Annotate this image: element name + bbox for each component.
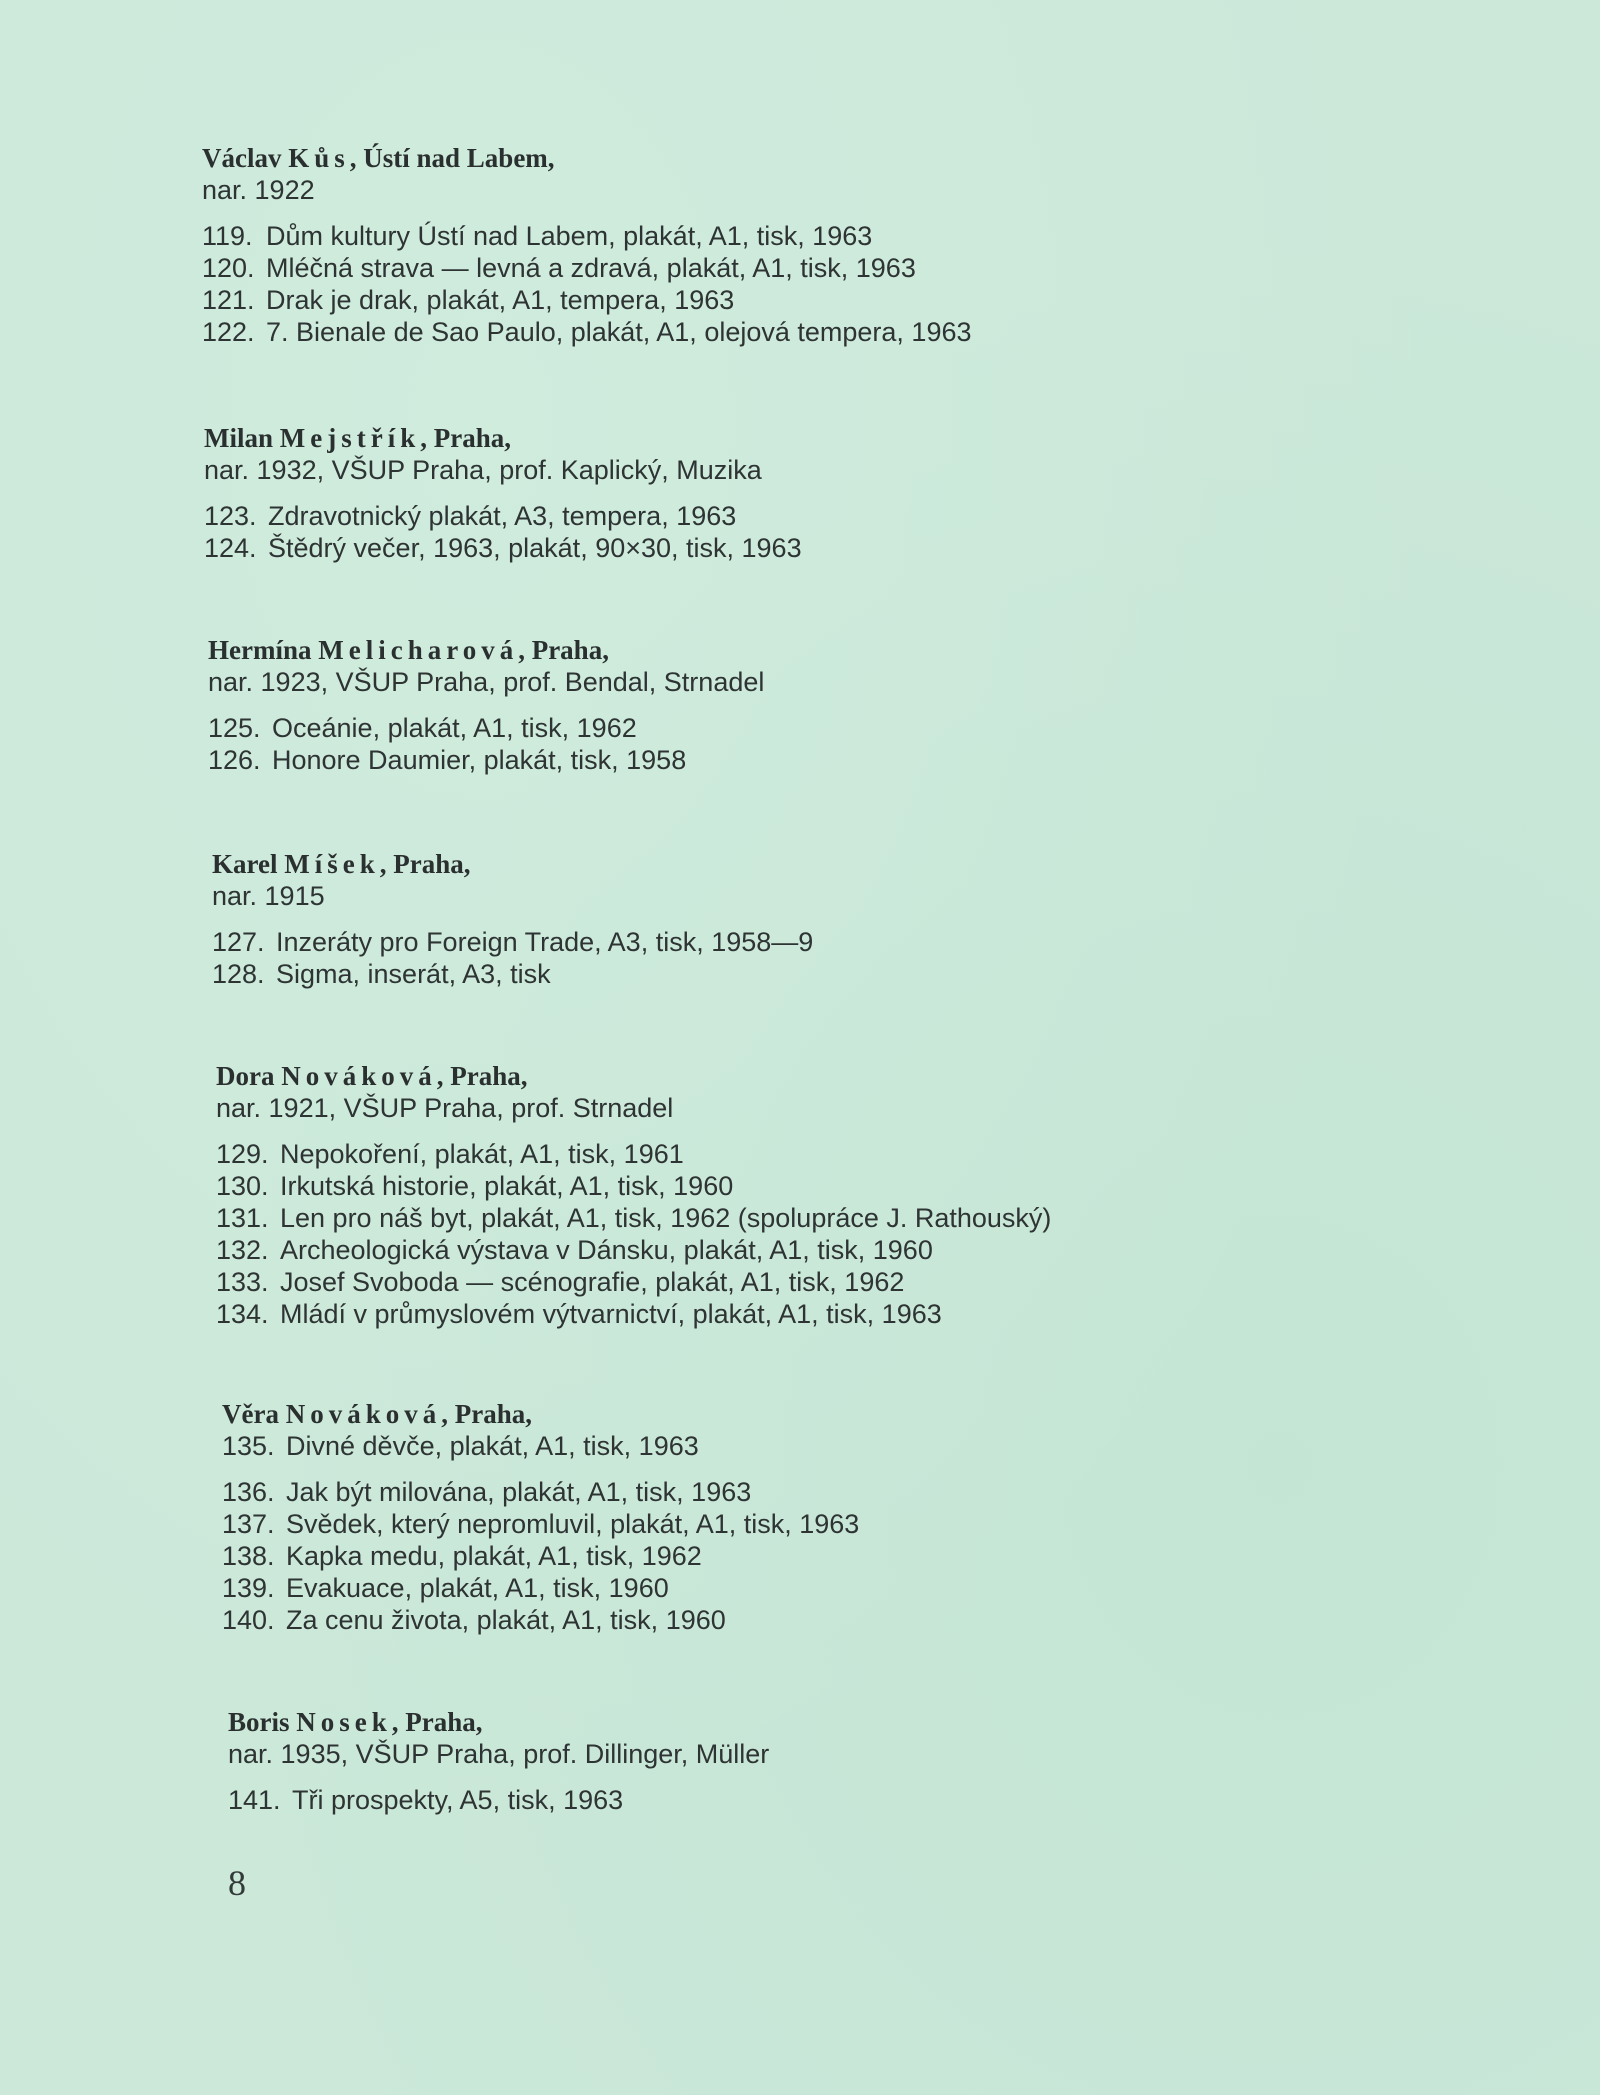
- item-text: Divné děvče, plakát, A1, tisk, 1963: [286, 1431, 699, 1461]
- artist-place: Praha,: [393, 849, 471, 879]
- artist-first-name: Hermína: [208, 635, 312, 665]
- item-text: Svědek, který nepromluvil, plakát, A1, tisk, 1963: [286, 1509, 860, 1539]
- artist-heading: Věra Nováková, Praha,: [222, 1399, 532, 1429]
- item-text: Štědrý večer, 1963, plakát, 90×30, tisk, 1963: [268, 533, 802, 563]
- artist-surname: Melicharová: [318, 635, 519, 665]
- item-number: 120.: [202, 253, 255, 283]
- item-number: 132.: [216, 1235, 269, 1265]
- catalog-item: [208, 712, 764, 744]
- artist-surname: Nováková: [285, 1399, 442, 1429]
- artist-birth-info: nar. 1935, VŠUP Praha, prof. Dillinger, Müller: [228, 1739, 770, 1769]
- artist-entry: [222, 1398, 859, 1636]
- artist-first-name: Václav: [202, 143, 282, 173]
- item-text: 7. Bienale de Sao Paulo, plakát, A1, olejová tempera, 1963: [266, 317, 972, 347]
- artist-birth-info: nar. 1921, VŠUP Praha, prof. Strnadel: [216, 1093, 674, 1123]
- item-text: Jak být milována, plakát, A1, tisk, 1963: [286, 1477, 752, 1507]
- item-number: 139.: [222, 1573, 275, 1603]
- artist-first-name: Věra: [222, 1399, 279, 1429]
- catalog-item: [202, 220, 972, 252]
- item-text: Archeologická výstava v Dánsku, plakát, A1, tisk, 1960: [280, 1235, 933, 1265]
- item-text: Kapka medu, plakát, A1, tisk, 1962: [286, 1541, 702, 1571]
- item-number: 123.: [204, 501, 257, 531]
- artist-place: Praha,: [405, 1707, 483, 1737]
- item-number: 125.: [208, 713, 261, 743]
- catalog-item: [216, 1170, 1051, 1202]
- artist-entry: [228, 1706, 769, 1816]
- artist-entry: [204, 422, 802, 564]
- artist-place: Ústí nad Labem,: [363, 143, 555, 173]
- item-number: 136.: [222, 1477, 275, 1507]
- artist-surname: Nováková: [281, 1061, 437, 1091]
- item-number: 137.: [222, 1509, 275, 1539]
- item-text: Za cenu života, plakát, A1, tisk, 1960: [286, 1605, 726, 1635]
- catalog-item: [222, 1476, 859, 1508]
- artist-entry: [208, 634, 764, 776]
- catalog-item: [202, 284, 972, 316]
- catalog-item: [204, 532, 802, 564]
- catalog-item: [212, 958, 813, 990]
- item-text: Honore Daumier, plakát, tisk, 1958: [272, 745, 687, 775]
- catalog-item: [222, 1508, 859, 1540]
- catalog-item: [222, 1604, 859, 1636]
- item-text: Mládí v průmyslovém výtvarnictví, plakát, A1, tisk, 1963: [280, 1299, 942, 1329]
- catalog-item: [216, 1138, 1051, 1170]
- catalog-item: [216, 1266, 1051, 1298]
- item-number: 135.: [222, 1431, 275, 1461]
- item-number: 134.: [216, 1299, 269, 1329]
- artist-first-name: Milan: [204, 423, 274, 453]
- catalog-item: [222, 1572, 859, 1604]
- catalog-item: [216, 1234, 1051, 1266]
- item-text: Oceánie, plakát, A1, tisk, 1962: [272, 713, 637, 743]
- item-text: Tři prospekty, A5, tisk, 1963: [292, 1785, 624, 1815]
- catalog-item: [208, 744, 764, 776]
- artist-heading: Václav Kůs, Ústí nad Labem,: [202, 143, 555, 173]
- item-text: Sigma, inserát, A3, tisk: [276, 959, 551, 989]
- catalog-item: [202, 252, 972, 284]
- item-number: 130.: [216, 1171, 269, 1201]
- artist-heading: Dora Nováková, Praha,: [216, 1061, 528, 1091]
- artist-place: Praha,: [454, 1399, 532, 1429]
- artist-place: Praha,: [433, 423, 511, 453]
- artist-heading: Karel Míšek, Praha,: [212, 849, 471, 879]
- item-number: 141.: [228, 1785, 281, 1815]
- artist-surname: Míšek: [284, 849, 380, 879]
- artist-birth-info: nar. 1923, VŠUP Praha, prof. Bendal, Strnadel: [208, 667, 765, 697]
- artist-first-name: Karel: [212, 849, 278, 879]
- catalog-item: [204, 500, 802, 532]
- item-number: 119.: [202, 221, 253, 251]
- item-number: 140.: [222, 1605, 275, 1635]
- item-text: Drak je drak, plakát, A1, tempera, 1963: [266, 285, 735, 315]
- artist-place: Praha,: [531, 635, 609, 665]
- artist-heading: Hermína Melicharová, Praha,: [208, 635, 609, 665]
- item-text: Zdravotnický plakát, A3, tempera, 1963: [268, 501, 737, 531]
- artist-heading: Boris Nosek, Praha,: [228, 1707, 483, 1737]
- artist-birth-info: nar. 1932, VŠUP Praha, prof. Kaplický, Muzika: [204, 455, 762, 485]
- item-text: Mléčná strava — levná a zdravá, plakát, A1, tisk, 1963: [266, 253, 916, 283]
- item-number: 127.: [212, 927, 265, 957]
- item-number: 131.: [216, 1203, 269, 1233]
- artist-heading: Milan Mejstřík, Praha,: [204, 423, 511, 453]
- artist-surname: Mejstřík: [279, 423, 421, 453]
- item-text: Inzeráty pro Foreign Trade, A3, tisk, 1958—9: [276, 927, 814, 957]
- artist-surname: Kůs: [288, 143, 350, 173]
- item-number: 133.: [216, 1267, 269, 1297]
- catalog-item: [222, 1430, 859, 1462]
- item-text: Evakuace, plakát, A1, tisk, 1960: [286, 1573, 669, 1603]
- catalog-item: [216, 1298, 1051, 1330]
- artist-first-name: Boris: [228, 1707, 290, 1737]
- item-number: 129.: [216, 1139, 269, 1169]
- item-text: Dům kultury Ústí nad Labem, plakát, A1, tisk, 1963: [266, 221, 873, 251]
- artist-first-name: Dora: [216, 1061, 275, 1091]
- page-number: 8: [228, 1863, 246, 1903]
- artist-birth-info: nar. 1922: [202, 175, 315, 205]
- item-text: Nepokoření, plakát, A1, tisk, 1961: [280, 1139, 684, 1169]
- item-number: 122.: [202, 317, 255, 347]
- item-text: Irkutská historie, plakát, A1, tisk, 1960: [280, 1171, 734, 1201]
- item-number: 138.: [222, 1541, 275, 1571]
- artist-birth-info: nar. 1915: [212, 881, 325, 911]
- catalog-item: [222, 1540, 859, 1572]
- item-number: 128.: [212, 959, 265, 989]
- artist-place: Praha,: [450, 1061, 528, 1091]
- item-number: 126.: [208, 745, 261, 775]
- catalog-item: [228, 1784, 769, 1816]
- artist-entry: [216, 1060, 1051, 1330]
- artist-entry: [202, 142, 972, 348]
- artist-entry: [212, 848, 813, 990]
- item-text: Josef Svoboda — scénografie, plakát, A1, tisk, 1962: [280, 1267, 905, 1297]
- item-text: Len pro náš byt, plakát, A1, tisk, 1962 (spolupráce J. Rathouský): [280, 1203, 1052, 1233]
- artist-surname: Nosek: [296, 1707, 392, 1737]
- catalog-item: [212, 926, 813, 958]
- item-number: 124.: [204, 533, 257, 563]
- catalog-item: [202, 316, 972, 348]
- catalog-item: [216, 1202, 1051, 1234]
- item-number: 121.: [202, 285, 255, 315]
